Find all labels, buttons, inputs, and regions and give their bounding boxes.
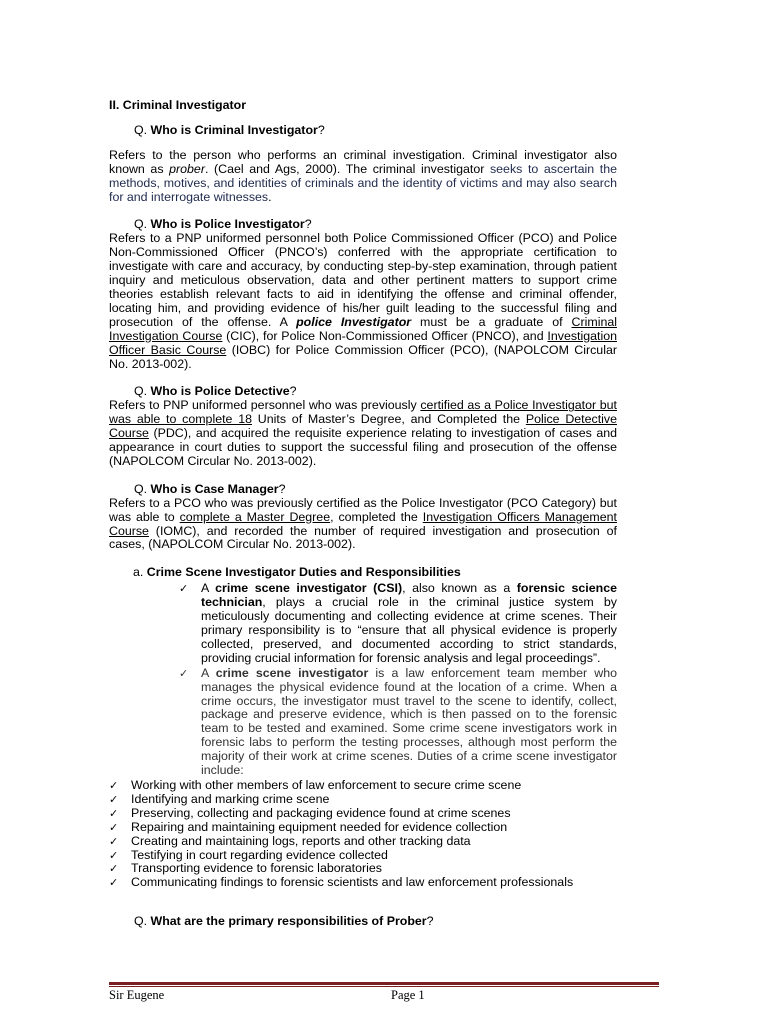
duty-text: Communicating findings to forensic scientists and law enforcement professionals — [131, 875, 574, 890]
paragraph-police-investigator: Refers to a PNP uniformed personnel both Police Commissioned Officer (PCO) and Police Non-Commissioned Officer (PNCO’s) conferred with the appropriate certification to investigate with care and accuracy, by conducting step-by-step examination, through patient inquiry and meticulous observation, data and other pertinent matters to support crime theories establish relevant facts to aid in identifying the offense and criminal offender, locating him, and providing evidence of his/her guilt leading to the successful filing and prosecution of the offense. A police Investigator must be a graduate of Criminal Investigation Course (CIC), for Police Non-Commissioned Officer (PNCO), and Investigation Officer Basic Course (IOBC) for Police Commission Officer (PCO), (NAPOLCOM Circular No. 2013-002). — [109, 231, 617, 371]
footer-page-number: Page 1 — [391, 988, 425, 1002]
duty-item — [109, 819, 617, 835]
duty-item — [109, 805, 617, 821]
duty-text: Identifying and marking crime scene — [131, 791, 330, 806]
section-title: II. Criminal Investigator — [109, 98, 247, 112]
duty-item — [109, 847, 617, 863]
duty-text: Preserving, collecting and packaging evidence found at crime scenes — [131, 805, 511, 820]
duty-item — [109, 833, 617, 849]
question-prober: Q. What are the primary responsibilities of Prober? — [134, 914, 434, 929]
check-icon: ✓ — [179, 582, 189, 596]
csi-item-2: ✓ A crime scene investigator is a law enforcement team member who manages the physical evidence found at the location of a crime. When a crime occurs, the investigator must travel to the scene to identify, collect, package and preserve evidence, which is then passed on to the forensic team to be tested and examined. Some crime scene investigators work in forensic labs to perform the testing processes, although most perform the majority of their work at crime scenes. Duties of a crime scene investigator include: — [179, 665, 618, 778]
csi-item-1: ✓ A crime scene investigator (CSI), also known as a forensic science technician, plays a crucial role in the criminal justice system by meticulously documenting and collecting evidence at crime scenes. Their primary responsibility is to “ensure that all physical evidence is properly collected, preserved, and documented according to strict standards, providing crucial information for forensic analysis and legal proceedings”. — [179, 581, 617, 665]
duty-item — [109, 875, 617, 890]
document-page — [109, 99, 617, 940]
duty-text: Testifying in court regarding evidence collected — [131, 847, 388, 862]
check-icon: ✓ — [109, 876, 119, 890]
csi-description — [179, 581, 618, 778]
duty-item — [109, 861, 617, 876]
check-icon: ✓ — [179, 666, 189, 680]
footer-rule — [109, 982, 659, 985]
paragraph-criminal-investigator: Refers to the person who performs an criminal investigation. Criminal investigator also known as prober. (Cael and Ags, 2000). The criminal investigator seeks to ascertain the methods, motives, and identities of criminals and the identity of victims and may also search for and interrogate witnesses. — [109, 147, 617, 204]
duty-text: Repairing and maintaining equipment needed for evidence collection — [131, 819, 508, 834]
subsection-title: a. Crime Scene Investigator Duties and Responsibilities — [133, 565, 461, 580]
check-icon: ✓ — [109, 848, 119, 862]
check-icon: ✓ — [109, 862, 119, 876]
question-criminal-investigator: Q. Who is Criminal Investigator? — [134, 122, 325, 137]
check-icon: ✓ — [109, 778, 119, 792]
check-icon: ✓ — [109, 834, 119, 848]
question-police-investigator: Q. Who is Police Investigator? — [134, 217, 312, 232]
check-icon: ✓ — [109, 792, 119, 806]
duty-text: Working with other members of law enforcement to secure crime scene — [131, 777, 522, 792]
check-icon: ✓ — [109, 820, 119, 834]
duty-item — [109, 777, 617, 793]
paragraph-police-detective: Refers to PNP uniformed personnel who was previously certified as a Police Investigator but was able to complete 18 Units of Master’s Degree, and Completed the Police Detective Course (PDC), and acquired the requisite experience relating to investigation of cases and appearance in court duties to support the successful filing and prosecution of the offense (NAPOLCOM Circular No. 2013-002). — [109, 398, 617, 468]
duty-text: Creating and maintaining logs, reports and other tracking data — [131, 833, 471, 848]
footer-rule-thin — [109, 986, 659, 987]
question-case-manager: Q. Who is Case Manager? — [134, 481, 286, 496]
question-police-detective: Q. Who is Police Detective? — [134, 384, 297, 399]
duty-item — [109, 791, 617, 807]
paragraph-case-manager: Refers to a PCO who was previously certified as the Police Investigator (PCO Category) but was able to complete a Master Degree, completed the Investigation Officers Management Course (IOMC), and recorded the number of required investigation and prosecution of cases, (NAPOLCOM Circular No. 2013-002). — [109, 495, 617, 552]
footer-author: Sir Eugene — [109, 988, 165, 1002]
check-icon: ✓ — [109, 806, 119, 820]
duty-text: Transporting evidence to forensic laboratories — [131, 861, 382, 876]
duties-list — [109, 779, 617, 890]
